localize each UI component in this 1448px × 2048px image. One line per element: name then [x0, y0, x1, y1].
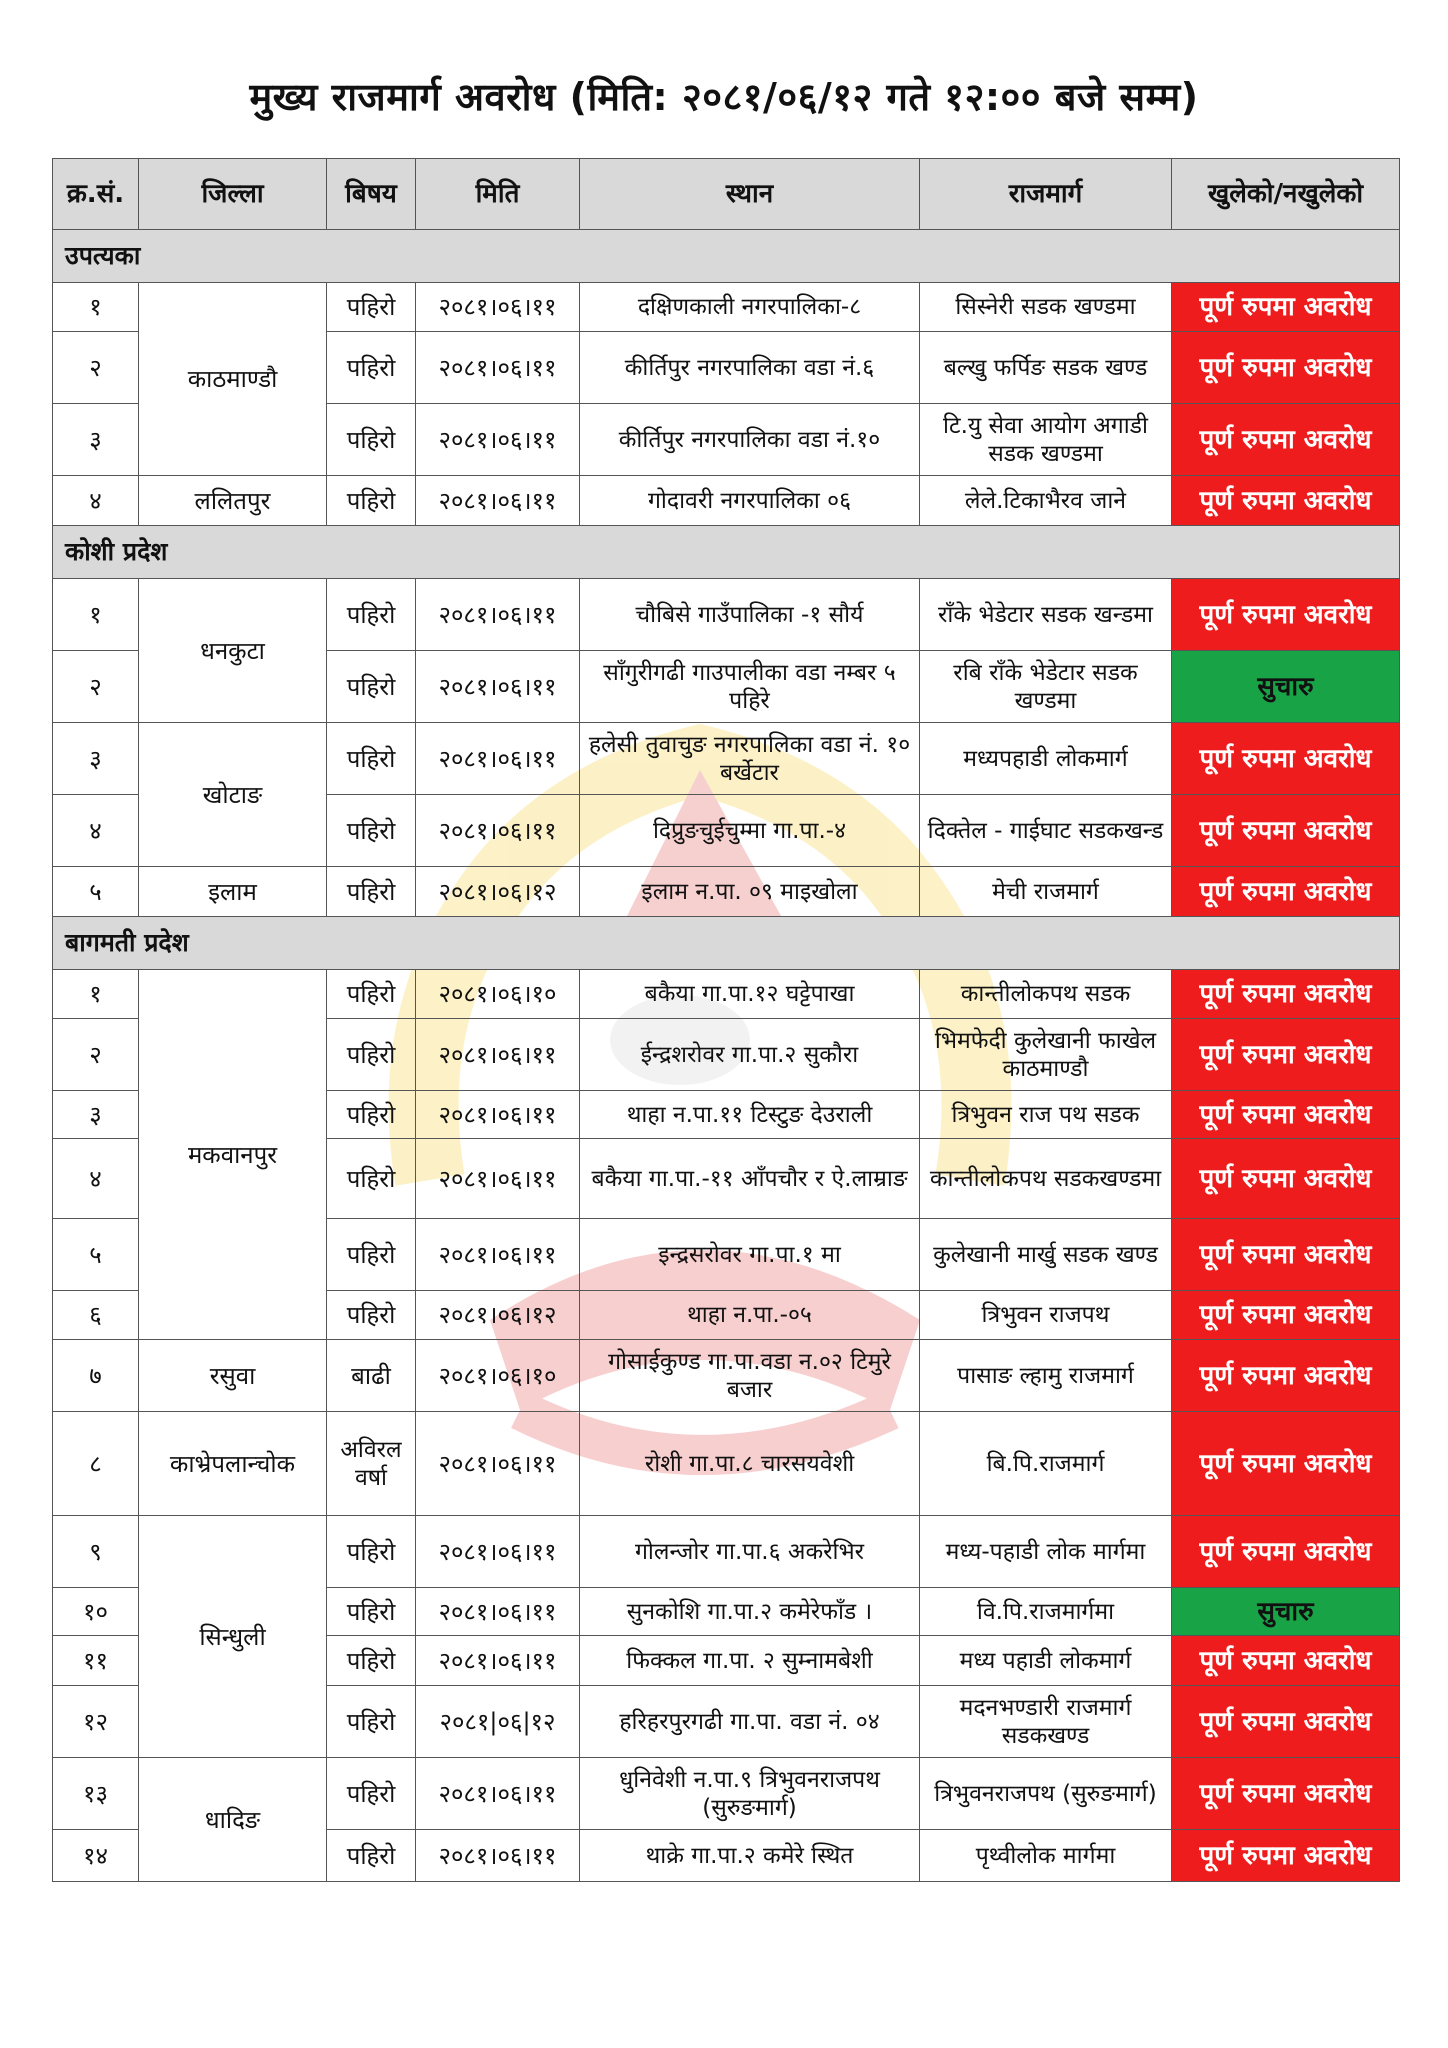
table-row: [53, 723, 1400, 795]
subject-cell: पहिरो: [327, 404, 416, 476]
highway-cell: सिस्नेरी सडक खण्डमा: [920, 283, 1172, 332]
serial-number-cell: ४: [53, 1139, 139, 1219]
subject-cell: पहिरो: [327, 332, 416, 404]
date-cell: २०८१।०६।११: [416, 332, 580, 404]
status-badge-blocked: पूर्ण रुपमा अवरोध: [1172, 723, 1400, 795]
district-cell: मकवानपुर: [139, 970, 327, 1340]
place-cell: दिप्रुङचुईचुम्मा गा.पा.-४: [580, 795, 920, 867]
subject-cell: पहिरो: [327, 1219, 416, 1291]
serial-number-cell: ९: [53, 1516, 139, 1588]
serial-number-cell: १२: [53, 1686, 139, 1758]
place-cell: बकैया गा.पा.१२ घट्टेपाखा: [580, 970, 920, 1019]
table-header-row: [53, 159, 1400, 230]
status-badge-blocked: पूर्ण रुपमा अवरोध: [1172, 1091, 1400, 1139]
highway-cell: मध्य-पहाडी लोक मार्गमा: [920, 1516, 1172, 1588]
status-badge-blocked: पूर्ण रुपमा अवरोध: [1172, 1291, 1400, 1340]
serial-number-cell: १: [53, 579, 139, 651]
place-cell: सुनकोशि गा.पा.२ कमेरेफाँड ।: [580, 1588, 920, 1636]
date-cell: २०८१।०६।११: [416, 1636, 580, 1686]
header-subject: बिषय: [327, 159, 416, 230]
highway-blockage-table: [52, 158, 1400, 1882]
subject-cell: अविरल वर्षा: [327, 1412, 416, 1516]
district-cell: धनकुटा: [139, 579, 327, 723]
serial-number-cell: ५: [53, 867, 139, 917]
page-title: मुख्य राजमार्ग अवरोध (मिति: २०८१/०६/१२ गते १२:०० बजे सम्म): [249, 75, 1199, 119]
place-cell: कीर्तिपुर नगरपालिका वडा नं.६: [580, 332, 920, 404]
serial-number-cell: १०: [53, 1588, 139, 1636]
date-cell: २०८१।०६।११: [416, 579, 580, 651]
header-highway: राजमार्ग: [920, 159, 1172, 230]
serial-number-cell: २: [53, 332, 139, 404]
subject-cell: पहिरो: [327, 1830, 416, 1882]
status-badge-blocked: पूर्ण रुपमा अवरोध: [1172, 1340, 1400, 1412]
section-header-row: [53, 230, 1400, 283]
highway-cell: कान्तीलोकपथ सडकखण्डमा: [920, 1139, 1172, 1219]
serial-number-cell: ४: [53, 476, 139, 526]
date-cell: २०८१।०६।११: [416, 283, 580, 332]
table-body: [53, 230, 1400, 1882]
highway-cell: टि.यु सेवा आयोग अगाडी सडक खण्डमा: [920, 404, 1172, 476]
section-title: उपत्यका: [53, 230, 1400, 283]
place-cell: धुनिवेशी न.पा.९ त्रिभुवनराजपथ (सुरुङमार्ग): [580, 1758, 920, 1830]
status-badge-blocked: पूर्ण रुपमा अवरोध: [1172, 1686, 1400, 1758]
subject-cell: पहिरो: [327, 1588, 416, 1636]
status-badge-blocked: पूर्ण रुपमा अवरोध: [1172, 283, 1400, 332]
place-cell: बकैया गा.पा.-११ आँपचौर र ऐ.लाम्राङ: [580, 1139, 920, 1219]
table-row: [53, 867, 1400, 917]
district-cell: रसुवा: [139, 1340, 327, 1412]
serial-number-cell: १४: [53, 1830, 139, 1882]
subject-cell: पहिरो: [327, 1091, 416, 1139]
highway-cell: भिमफेदी कुलेखानी फाखेल काठमाण्डौ: [920, 1019, 1172, 1091]
place-cell: थाहा न.पा.-०५: [580, 1291, 920, 1340]
date-cell: २०८१।०६।११: [416, 651, 580, 723]
district-cell: धादिङ: [139, 1758, 327, 1882]
table-row: [53, 1758, 1400, 1830]
subject-cell: पहिरो: [327, 283, 416, 332]
serial-number-cell: ६: [53, 1291, 139, 1340]
subject-cell: पहिरो: [327, 476, 416, 526]
subject-cell: पहिरो: [327, 1758, 416, 1830]
serial-number-cell: ५: [53, 1219, 139, 1291]
date-cell: २०८१।०६।१०: [416, 1340, 580, 1412]
place-cell: इलाम न.पा. ०९ माइखोला: [580, 867, 920, 917]
place-cell: रोशी गा.पा.८ चारसयवेशी: [580, 1412, 920, 1516]
section-title: कोशी प्रदेश: [53, 526, 1400, 579]
status-badge-blocked: पूर्ण रुपमा अवरोध: [1172, 332, 1400, 404]
place-cell: दक्षिणकाली नगरपालिका-८: [580, 283, 920, 332]
subject-cell: पहिरो: [327, 970, 416, 1019]
date-cell: २०८१।०६।११: [416, 1219, 580, 1291]
highway-cell: कुलेखानी मार्खु सडक खण्ड: [920, 1219, 1172, 1291]
date-cell: २०८१।०६।११: [416, 1019, 580, 1091]
place-cell: साँगुरीगढी गाउपालीका वडा नम्बर ५ पहिरे: [580, 651, 920, 723]
highway-cell: बल्खु फर्पिङ सडक खण्ड: [920, 332, 1172, 404]
highway-cell: बि.पि.राजमार्ग: [920, 1412, 1172, 1516]
highway-cell: पृथ्वीलोक मार्गमा: [920, 1830, 1172, 1882]
header-status: खुलेको/नखुलेको: [1172, 159, 1400, 230]
date-cell: २०८१।०६।११: [416, 1516, 580, 1588]
subject-cell: पहिरो: [327, 1019, 416, 1091]
subject-cell: बाढी: [327, 1340, 416, 1412]
district-cell: इलाम: [139, 867, 327, 917]
highway-cell: मध्यपहाडी लोकमार्ग: [920, 723, 1172, 795]
date-cell: २०८१।०६।११: [416, 795, 580, 867]
status-badge-blocked: पूर्ण रुपमा अवरोध: [1172, 579, 1400, 651]
date-cell: २०८१।०६।१०: [416, 970, 580, 1019]
place-cell: थाहा न.पा.११ टिस्टुङ देउराली: [580, 1091, 920, 1139]
district-cell: ललितपुर: [139, 476, 327, 526]
status-badge-open: सुचारु: [1172, 1588, 1400, 1636]
serial-number-cell: १: [53, 970, 139, 1019]
district-cell: खोटाङ: [139, 723, 327, 867]
status-badge-blocked: पूर्ण रुपमा अवरोध: [1172, 476, 1400, 526]
highway-cell: रबि राँके भेडेटार सडक खण्डमा: [920, 651, 1172, 723]
subject-cell: पहिरो: [327, 1291, 416, 1340]
highway-cell: मध्य पहाडी लोकमार्ग: [920, 1636, 1172, 1686]
place-cell: इन्द्रसरोवर गा.पा.१ मा: [580, 1219, 920, 1291]
status-badge-blocked: पूर्ण रुपमा अवरोध: [1172, 404, 1400, 476]
highway-cell: त्रिभुवन राजपथ: [920, 1291, 1172, 1340]
district-cell: सिन्धुली: [139, 1516, 327, 1758]
place-cell: गोलन्जोर गा.पा.६ अकरेभिर: [580, 1516, 920, 1588]
table-row: [53, 1516, 1400, 1588]
header-place: स्थान: [580, 159, 920, 230]
serial-number-cell: ३: [53, 404, 139, 476]
status-badge-blocked: पूर्ण रुपमा अवरोध: [1172, 970, 1400, 1019]
header-district: जिल्ला: [139, 159, 327, 230]
table-row: [53, 579, 1400, 651]
place-cell: हलेसी तुवाचुङ नगरपालिका वडा नं. १० बर्खेटार: [580, 723, 920, 795]
place-cell: गोदावरी नगरपालिका ०६: [580, 476, 920, 526]
table-row: [53, 1412, 1400, 1516]
status-badge-blocked: पूर्ण रुपमा अवरोध: [1172, 1219, 1400, 1291]
place-cell: हरिहरपुरगढी गा.पा. वडा नं. ०४: [580, 1686, 920, 1758]
date-cell: २०८१।०६।११: [416, 1830, 580, 1882]
status-badge-open: सुचारु: [1172, 651, 1400, 723]
serial-number-cell: ३: [53, 1091, 139, 1139]
subject-cell: पहिरो: [327, 1636, 416, 1686]
table-row: [53, 283, 1400, 332]
highway-cell: त्रिभुवन राज पथ सडक: [920, 1091, 1172, 1139]
place-cell: कीर्तिपुर नगरपालिका वडा नं.१०: [580, 404, 920, 476]
status-badge-blocked: पूर्ण रुपमा अवरोध: [1172, 867, 1400, 917]
table-row: [53, 970, 1400, 1019]
place-cell: गोसाईकुण्ड गा.पा.वडा न.०२ टिमुरे बजार: [580, 1340, 920, 1412]
date-cell: २०८१।०६।१२: [416, 867, 580, 917]
subject-cell: पहिरो: [327, 867, 416, 917]
header-date: मिति: [416, 159, 580, 230]
highway-cell: दिक्तेल - गाईघाट सडकखन्ड: [920, 795, 1172, 867]
date-cell: २०८१।०६।१२: [416, 1291, 580, 1340]
status-badge-blocked: पूर्ण रुपमा अवरोध: [1172, 1412, 1400, 1516]
date-cell: २०८१।०६।११: [416, 476, 580, 526]
section-title: बागमती प्रदेश: [53, 917, 1400, 970]
section-header-row: [53, 917, 1400, 970]
highway-cell: राँके भेडेटार सडक खन्डमा: [920, 579, 1172, 651]
subject-cell: पहिरो: [327, 579, 416, 651]
status-badge-blocked: पूर्ण रुपमा अवरोध: [1172, 1019, 1400, 1091]
place-cell: फिक्कल गा.पा. २ सुम्नामबेशी: [580, 1636, 920, 1686]
date-cell: २०८१।०६।११: [416, 1412, 580, 1516]
serial-number-cell: २: [53, 651, 139, 723]
place-cell: ईन्द्रशरोवर गा.पा.२ सुकौरा: [580, 1019, 920, 1091]
serial-number-cell: ७: [53, 1340, 139, 1412]
serial-number-cell: १: [53, 283, 139, 332]
highway-cell: कान्तीलोकपथ सडक: [920, 970, 1172, 1019]
district-cell: काभ्रेपलान्चोक: [139, 1412, 327, 1516]
subject-cell: पहिरो: [327, 651, 416, 723]
date-cell: २०८१।०६।११: [416, 1758, 580, 1830]
status-badge-blocked: पूर्ण रुपमा अवरोध: [1172, 1139, 1400, 1219]
serial-number-cell: १३: [53, 1758, 139, 1830]
subject-cell: पहिरो: [327, 1686, 416, 1758]
highway-cell: मदनभण्डारी राजमार्ग सडकखण्ड: [920, 1686, 1172, 1758]
date-cell: २०८१।०६।११: [416, 1139, 580, 1219]
table-row: [53, 1340, 1400, 1412]
serial-number-cell: ३: [53, 723, 139, 795]
subject-cell: पहिरो: [327, 1139, 416, 1219]
date-cell: २०८१।०६।११: [416, 723, 580, 795]
place-cell: चौबिसे गाउँपालिका -१ सौर्य: [580, 579, 920, 651]
serial-number-cell: ११: [53, 1636, 139, 1686]
date-cell: २०८१।०६।११: [416, 1091, 580, 1139]
highway-cell: पासाङ ल्हामु राजमार्ग: [920, 1340, 1172, 1412]
highway-cell: मेची राजमार्ग: [920, 867, 1172, 917]
status-badge-blocked: पूर्ण रुपमा अवरोध: [1172, 1830, 1400, 1882]
serial-number-cell: ८: [53, 1412, 139, 1516]
status-badge-blocked: पूर्ण रुपमा अवरोध: [1172, 1758, 1400, 1830]
status-badge-blocked: पूर्ण रुपमा अवरोध: [1172, 1516, 1400, 1588]
place-cell: थाक्रे गा.पा.२ कमेरे स्थित: [580, 1830, 920, 1882]
table-row: [53, 476, 1400, 526]
highway-cell: वि.पि.राजमार्गमा: [920, 1588, 1172, 1636]
section-header-row: [53, 526, 1400, 579]
subject-cell: पहिरो: [327, 795, 416, 867]
date-cell: २०८१।०६।११: [416, 404, 580, 476]
date-cell: २०८१।०६।११: [416, 1588, 580, 1636]
header-sn: क्र.सं.: [53, 159, 139, 230]
subject-cell: पहिरो: [327, 723, 416, 795]
serial-number-cell: २: [53, 1019, 139, 1091]
subject-cell: पहिरो: [327, 1516, 416, 1588]
status-badge-blocked: पूर्ण रुपमा अवरोध: [1172, 795, 1400, 867]
date-cell: २०८१|०६|१२: [416, 1686, 580, 1758]
district-cell: काठमाण्डौ: [139, 283, 327, 476]
highway-cell: त्रिभुवनराजपथ (सुरुङमार्ग): [920, 1758, 1172, 1830]
highway-cell: लेले.टिकाभैरव जाने: [920, 476, 1172, 526]
serial-number-cell: ४: [53, 795, 139, 867]
status-badge-blocked: पूर्ण रुपमा अवरोध: [1172, 1636, 1400, 1686]
